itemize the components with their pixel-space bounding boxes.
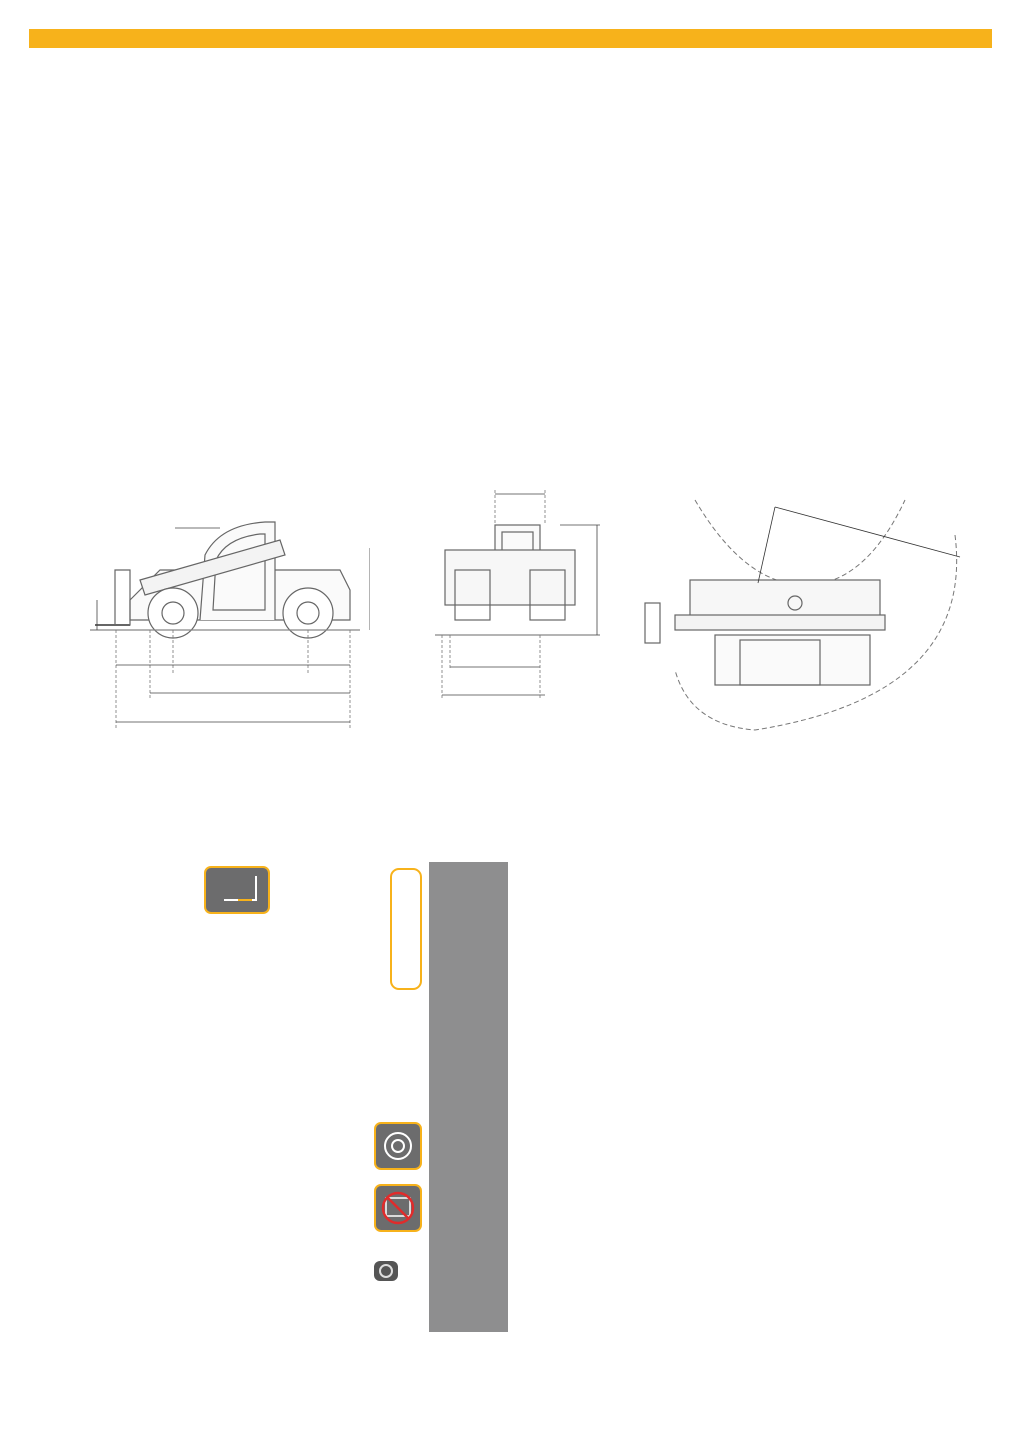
document-code [390,868,422,990]
side-view-drawing [70,500,370,740]
dim-s-holder [370,575,390,595]
top-view-drawing [635,495,975,735]
tyre-size [373,1260,425,1282]
model-name [422,1160,514,1320]
load-chart [80,925,370,1325]
tyre-icon [373,1260,399,1282]
front-view-drawing [430,470,605,705]
no-outrigger-icon [376,1186,420,1230]
target-icon [376,1124,420,1168]
stabilizer-icon-box [374,1122,422,1170]
no-stabilizer-icon-box [374,1184,422,1232]
dimensions-header [29,29,992,48]
fork-icon [208,870,268,914]
fork-length-box [204,866,270,914]
